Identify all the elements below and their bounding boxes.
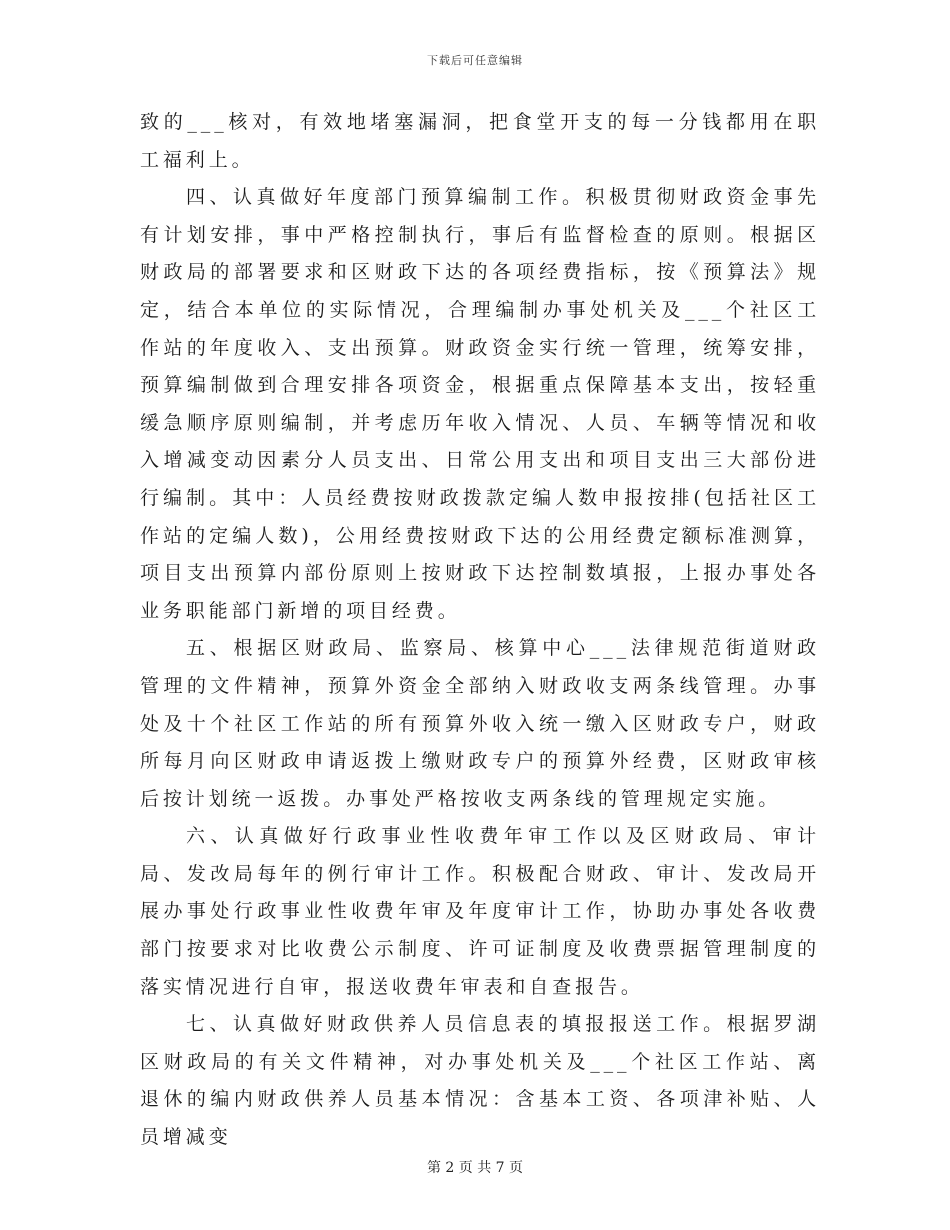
- paragraph-section-six: 六、认真做好行政事业性收费年审工作以及区财政局、审计局、发改局每年的例行审计工作。积极配合财政、审计、发改局开展办事处行政事业性收费年审及年度审计工作，协助办事处各收费部门按要求对比收费公示制度、许可证制度及收费票据管理制度的落实情况进行自审，报送收费年审表和自查报告。: [140, 825, 820, 998]
- page-header: 下载后可任意编辑: [427, 54, 523, 67]
- paragraph-section-five: 五、根据区财政局、监察局、核算中心___法律规范街道财政管理的文件精神，预算外资金全部纳入财政收支两条线管理。办事处及十个社区工作站的所有预算外收入统一缴入区财政专户，财政所每月向区财政申请返拨上缴财政专户的预算外经费，区财政审核后按计划统一返拨。办事处严格按收支两条线的管理规定实施。: [140, 637, 820, 810]
- document-body: [140, 104, 820, 1157]
- paragraph-section-four: 四、认真做好年度部门预算编制工作。积极贯彻财政资金事先有计划安排，事中严格控制执行，事后有监督检查的原则。根据区财政局的部署要求和区财政下达的各项经费指标，按《预算法》规定，结合本单位的实际情况，合理编制办事处机关及___个社区工作站的年度收入、支出预算。财政资金实行统一管理，统筹安排，预算编制做到合理安排各项资金，根据重点保障基本支出，按轻重缓急顺序原则编制，并考虑历年收入情况、人员、车辆等情况和收入增减变动因素分人员支出、日常公用支出和项目支出三大部份进行编制。其中：人员经费按财政拨款定编人数申报按排(包括社区工作站的定编人数)，公用经费按财政下达的公用经费定额标准测算，项目支出预算内部份原则上按财政下达控制数填报，上报办事处各业务职能部门新增的项目经费。: [140, 186, 820, 622]
- paragraph-section-seven: 七、认真做好财政供养人员信息表的填报报送工作。根据罗湖区财政局的有关文件精神，对办事处机关及___个社区工作站、离退休的编内财政供养人员基本情况：含基本工资、各项津补贴、人员增减变: [140, 1013, 820, 1149]
- paragraph-continuation: 致的___核对，有效地堵塞漏洞，把食堂开支的每一分钱都用在职工福利上。: [140, 111, 820, 171]
- page-number-footer: 第 2 页 共 7 页: [426, 1160, 524, 1176]
